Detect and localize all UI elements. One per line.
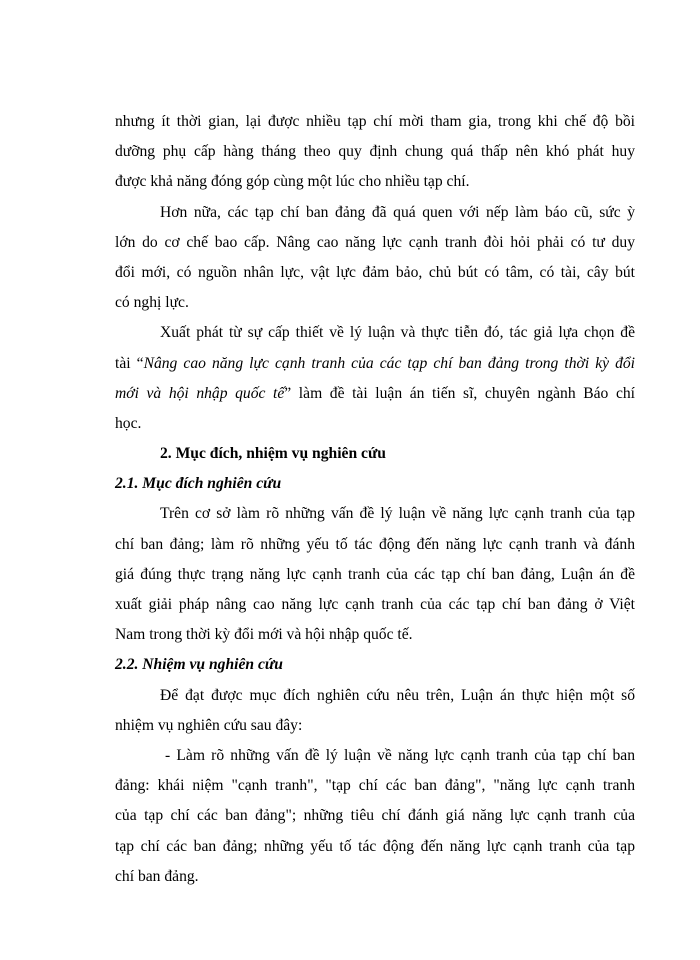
text-line: Xuất phát từ sự cấp thiết về lý luận và thực tiễn đó, tác giả lựa chọn đề <box>160 324 635 342</box>
text-line: lớn do cơ chế bao cấp. Nâng cao năng lực cạnh tranh đòi hỏi phải có tư duy <box>115 233 635 251</box>
text-line: Trên cơ sở làm rõ những vấn đề lý luận về năng lực cạnh tranh của tạp <box>160 505 635 523</box>
section-heading: 2. Mục đích, nhiệm vụ nghiên cứu <box>160 445 386 463</box>
text-line <box>115 349 635 379</box>
text-line: dưỡng phụ cấp hàng tháng theo quy định chung quá thấp nên khó phát huy <box>115 143 635 161</box>
thesis-title-italic: mới và hội nhập quốc tế <box>115 384 285 402</box>
text-line: học. <box>115 414 142 432</box>
text-span: ” làm đề tài luận án tiến sĩ, chuyên ngành Báo chí <box>284 384 635 402</box>
paragraph-tasks-intro <box>115 681 635 741</box>
paragraph-purpose <box>115 499 635 650</box>
text-line: được khả năng đóng góp cùng một lúc cho nhiều tạp chí. <box>115 173 470 191</box>
text-line: nhưng ít thời gian, lại được nhiều tạp chí mời tham gia, trong khi chế độ bồi <box>115 113 635 130</box>
text-line: chí ban đảng; làm rõ những yếu tố tác động đến năng lực cạnh tranh và đánh <box>115 535 635 553</box>
text-line: giá đúng thực trạng năng lực cạnh tranh của các tạp chí ban đảng, Luận án đề <box>115 565 635 583</box>
text-line: tạp chí các ban đảng; những yếu tố tác động đến năng lực cạnh tranh của tạp <box>115 837 635 855</box>
text-line: chí ban đảng. <box>115 867 199 885</box>
thesis-title-italic: Nâng cao năng lực cạnh tranh của các tạp chí ban đảng trong thời kỳ đổi <box>143 354 636 372</box>
text-line: nhiệm vụ nghiên cứu sau đây: <box>115 716 303 734</box>
text-line: đảng: khái niệm "cạnh tranh", "tạp chí các ban đảng", "năng lực cạnh tranh <box>115 777 635 795</box>
subsection-heading: 2.2. Nhiệm vụ nghiên cứu <box>115 656 283 674</box>
text-line: Nam trong thời kỳ đổi mới và hội nhập quốc tế. <box>115 626 413 644</box>
paragraph-topic-choice <box>115 318 635 439</box>
paragraph-workload <box>115 107 635 198</box>
paragraph-old-habits <box>115 198 635 319</box>
text-line: Hơn nữa, các tạp chí ban đảng đã quá quen với nếp làm báo cũ, sức ỳ <box>160 203 635 221</box>
paragraph-task-1 <box>115 741 635 892</box>
text-span: tài “ <box>115 354 144 372</box>
text-line: của tạp chí các ban đảng"; những tiêu chí đánh giá năng lực cạnh tranh của <box>115 807 635 825</box>
text-line <box>115 379 635 409</box>
text-line: - Làm rõ những vấn đề lý luận về năng lực cạnh tranh của tạp chí ban <box>165 746 635 764</box>
text-line: đổi mới, có nguồn nhân lực, vật lực đảm bảo, chủ bút có tâm, có tài, cây bút <box>115 263 635 281</box>
document-page <box>115 107 635 892</box>
subsection-heading: 2.1. Mục đích nghiên cứu <box>115 475 282 493</box>
text-line: Để đạt được mục đích nghiên cứu nêu trên, Luận án thực hiện một số <box>160 686 635 704</box>
text-line: có nghị lực. <box>115 294 189 312</box>
text-line: xuất giải pháp nâng cao năng lực cạnh tranh của các tạp chí ban đảng ở Việt <box>115 596 635 613</box>
